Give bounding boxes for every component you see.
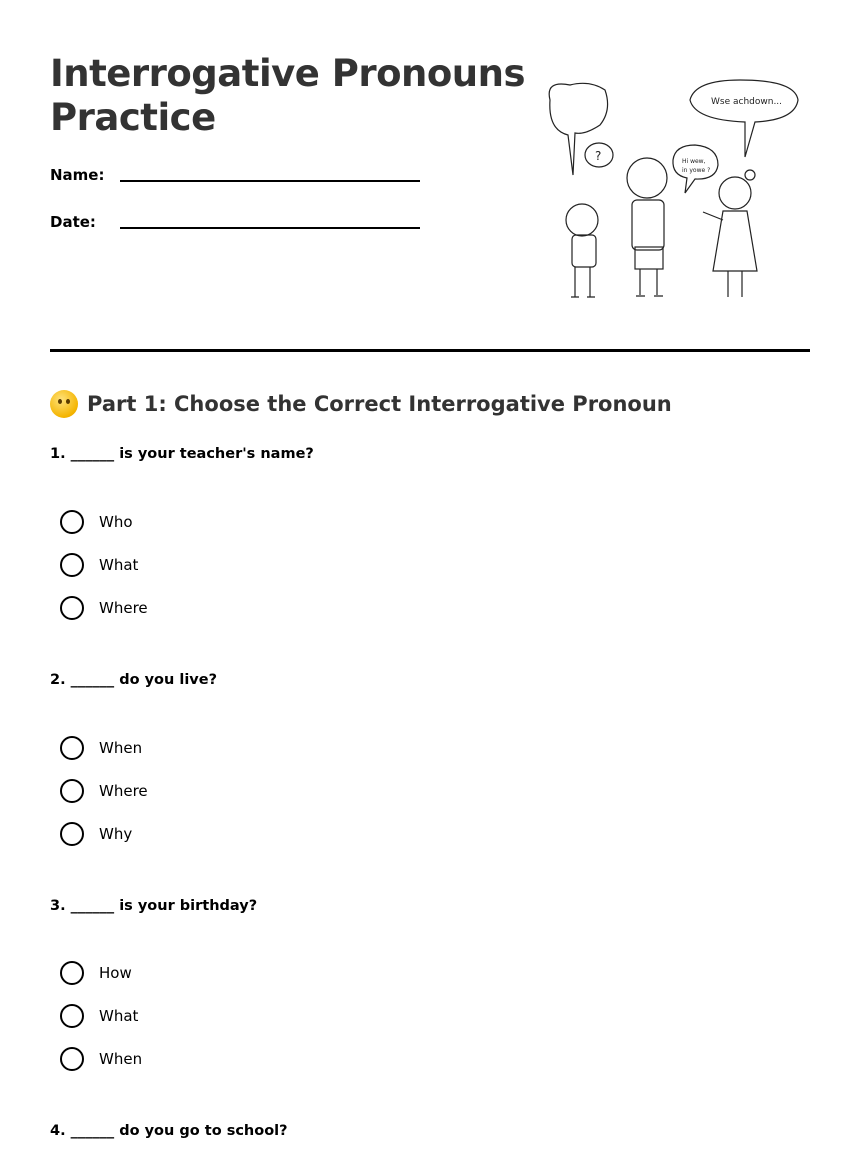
section-divider (50, 349, 810, 352)
children-talking-illustration (540, 75, 810, 310)
radio-button[interactable] (60, 553, 84, 577)
bubble-text: in yowe ? (682, 167, 711, 174)
option-why[interactable] (60, 822, 132, 846)
radio-button[interactable] (60, 1004, 84, 1028)
date-label: Date: (50, 213, 96, 231)
option-where[interactable] (60, 779, 148, 803)
option-who[interactable] (60, 510, 133, 534)
bubble-text: Hi wew, (682, 158, 706, 165)
option-when[interactable] (60, 736, 142, 760)
option-label: When (99, 1050, 143, 1068)
date-field (50, 213, 96, 231)
option-label: Who (99, 513, 133, 531)
option-label: Where (99, 599, 148, 617)
bubble-question: ? (595, 149, 602, 163)
option-what[interactable] (60, 553, 138, 577)
option-label: How (99, 964, 132, 982)
question-1: 1. ______ is your teacher's name? (50, 446, 314, 462)
thinking-face-icon (50, 390, 78, 418)
radio-button[interactable] (60, 822, 84, 846)
bubble-text: Wse achdown... (711, 97, 783, 107)
radio-button[interactable] (60, 596, 84, 620)
name-input-line[interactable] (120, 180, 420, 182)
part1-heading (50, 390, 672, 418)
radio-button[interactable] (60, 961, 84, 985)
radio-button[interactable] (60, 510, 84, 534)
question-4: 4. ______ do you go to school? (50, 1123, 288, 1139)
option-label: Where (99, 782, 148, 800)
option-how[interactable] (60, 961, 132, 985)
radio-button[interactable] (60, 1047, 84, 1071)
part1-heading-text: Part 1: Choose the Correct Interrogative Pronoun (87, 392, 672, 416)
page-title: Interrogative Pronouns Practice (50, 52, 525, 139)
question-2: 2. ______ do you live? (50, 672, 218, 688)
name-field (50, 166, 104, 184)
option-label: When (99, 739, 143, 757)
option-label: What (99, 556, 139, 574)
radio-button[interactable] (60, 736, 84, 760)
option-where[interactable] (60, 596, 148, 620)
question-3: 3. ______ is your birthday? (50, 898, 258, 914)
option-label: Why (99, 825, 133, 843)
radio-button[interactable] (60, 779, 84, 803)
option-when[interactable] (60, 1047, 142, 1071)
name-label: Name: (50, 166, 105, 184)
option-what[interactable] (60, 1004, 138, 1028)
date-input-line[interactable] (120, 227, 420, 229)
option-label: What (99, 1007, 139, 1025)
